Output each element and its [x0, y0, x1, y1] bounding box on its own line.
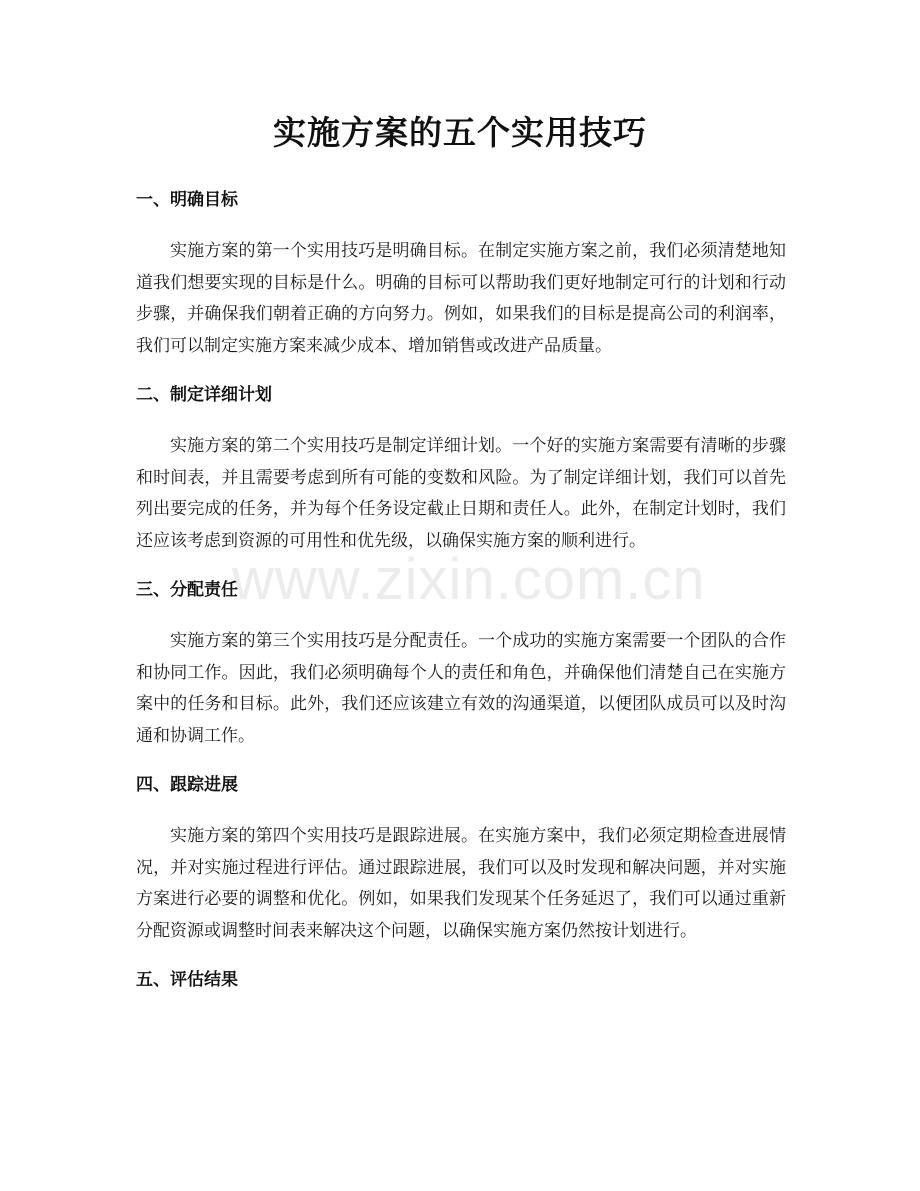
section-heading: 五、评估结果 — [136, 970, 238, 990]
section-paragraph: 实施方案的第四个实用技巧是跟踪进展。在实施方案中，我们必须定期检查进展情况，并对实施过程进行评估。通过跟踪进展，我们可以及时发现和解决问题，并对实施方案进行必要的调整和优化。例如，如果我们发现某个任务延迟了，我们可以通过重新分配资源或调整时间表来解决这个问题，以确保实施方案仍然按计划进行。 — [136, 826, 786, 941]
section-1 — [136, 184, 786, 362]
section-heading: 二、制定详细计划 — [136, 385, 272, 405]
section-2 — [136, 379, 786, 557]
section-paragraph: 实施方案的第二个实用技巧是制定详细计划。一个好的实施方案需要有清晰的步骤和时间表，并且需要考虑到所有可能的变数和风险。为了制定详细计划，我们可以首先列出要完成的任务，并为每个任务设定截止日期和责任人。此外，在制定计划时，我们还应该考虑到资源的可用性和优先级，以确保实施方案的顺利进行。 — [136, 436, 786, 551]
section-paragraph: 实施方案的第三个实用技巧是分配责任。一个成功的实施方案需要一个团队的合作和协同工作。因此，我们必须明确每个人的责任和角色，并确保他们清楚自己在实施方案中的任务和目标。此外，我们还应该建立有效的沟通渠道，以便团队成员可以及时沟通和协调工作。 — [136, 631, 786, 746]
watermark: www.zixin.com.cn — [232, 547, 706, 612]
page-title: 实施方案的五个实用技巧 — [273, 113, 647, 152]
section-heading: 三、分配责任 — [136, 580, 238, 600]
document-body — [136, 184, 786, 996]
section-paragraph: 实施方案的第一个实用技巧是明确目标。在制定实施方案之前，我们必须清楚地知道我们想要实现的目标是什么。明确的目标可以帮助我们更好地制定可行的计划和行动步骤，并确保我们朝着正确的方向努力。例如，如果我们的目标是提高公司的利润率，我们可以制定实施方案来减少成本、增加销售或改进产品质量。 — [136, 241, 786, 356]
section-4 — [136, 769, 786, 947]
section-3 — [136, 574, 786, 752]
section-5 — [136, 964, 786, 996]
section-heading: 一、明确目标 — [136, 190, 238, 210]
section-heading: 四、跟踪进展 — [136, 775, 238, 795]
